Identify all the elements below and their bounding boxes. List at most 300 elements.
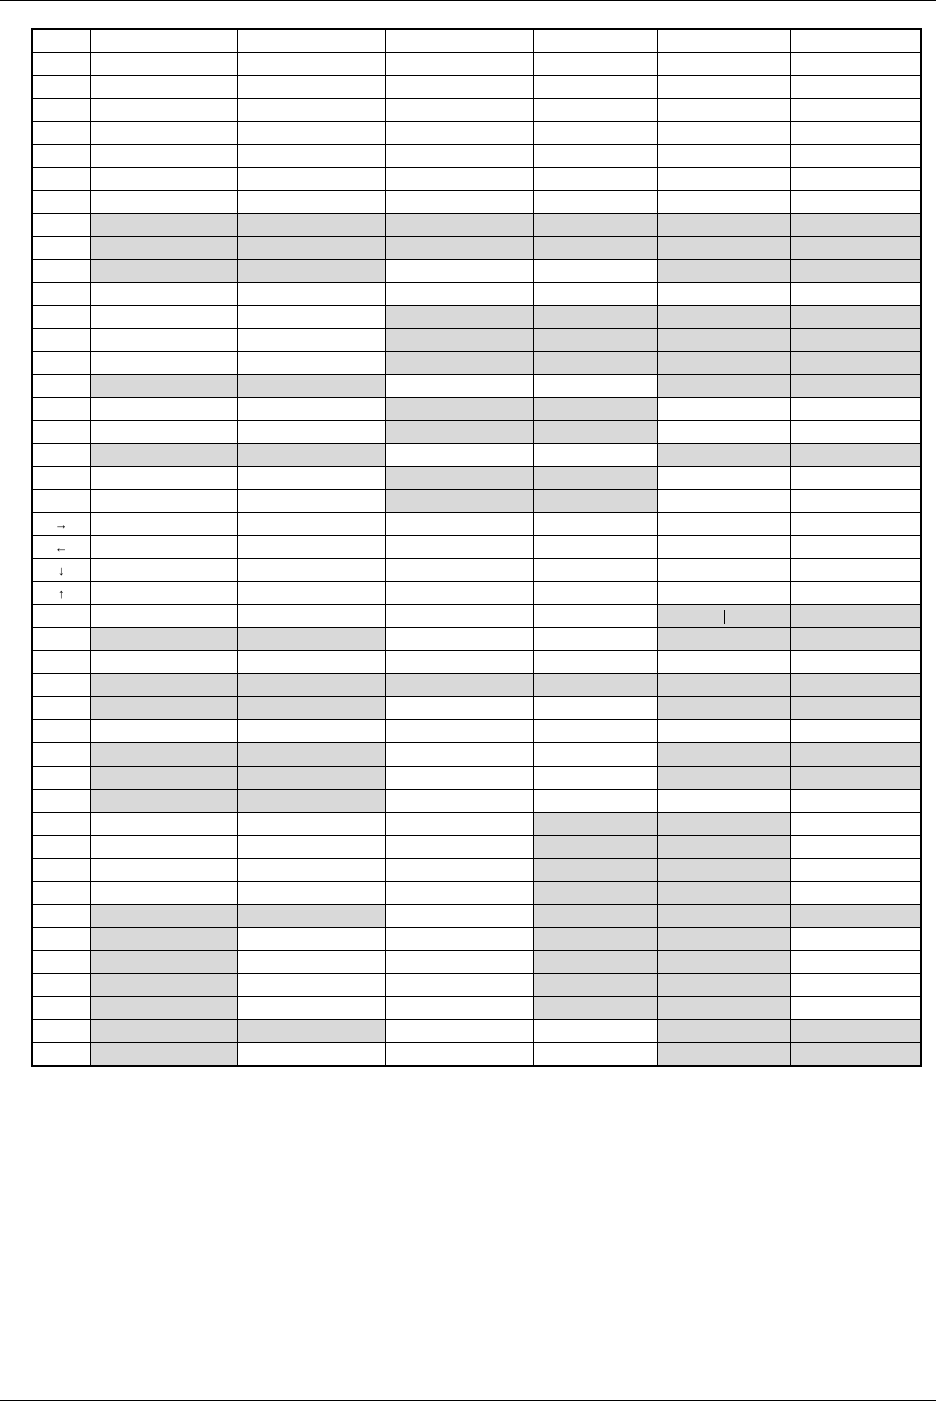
table-row xyxy=(32,168,921,191)
table-cell xyxy=(237,99,385,122)
table-cell xyxy=(237,467,385,490)
table-cell xyxy=(32,306,90,329)
table-cell xyxy=(237,283,385,306)
table-row xyxy=(32,1019,921,1042)
table-cell xyxy=(533,559,657,582)
table-row xyxy=(32,697,921,720)
table-cell xyxy=(90,398,237,421)
table-cell xyxy=(385,467,533,490)
table-cell xyxy=(790,214,921,237)
table-row xyxy=(32,237,921,260)
table-cell xyxy=(32,812,90,835)
table-row xyxy=(32,904,921,927)
table-cell xyxy=(657,99,790,122)
table-cell xyxy=(90,927,237,950)
table-cell xyxy=(790,513,921,536)
table-cell xyxy=(32,605,90,628)
table-cell xyxy=(32,283,90,306)
table-row xyxy=(32,996,921,1019)
table-cell xyxy=(533,743,657,766)
table-cell xyxy=(90,191,237,214)
table-row xyxy=(32,375,921,398)
table-cell xyxy=(533,950,657,973)
table-cell xyxy=(32,651,90,674)
table-cell xyxy=(90,766,237,789)
table-cell xyxy=(90,306,237,329)
table-cell xyxy=(385,789,533,812)
table-cell xyxy=(90,881,237,904)
table-cell xyxy=(237,329,385,352)
table-cell xyxy=(90,421,237,444)
table-cell xyxy=(90,29,237,53)
table-cell xyxy=(32,421,90,444)
table-cell xyxy=(533,973,657,996)
table-cell xyxy=(385,881,533,904)
table-cell xyxy=(385,720,533,743)
table-cell xyxy=(385,536,533,559)
table-cell xyxy=(90,237,237,260)
table-cell xyxy=(237,76,385,99)
table-cell xyxy=(790,329,921,352)
table-cell xyxy=(237,950,385,973)
table-cell xyxy=(90,214,237,237)
table-cell xyxy=(657,766,790,789)
table-cell xyxy=(533,375,657,398)
table-cell xyxy=(385,237,533,260)
table-cell xyxy=(790,881,921,904)
table-row xyxy=(32,329,921,352)
table-cell xyxy=(790,651,921,674)
table-row xyxy=(32,720,921,743)
table-cell xyxy=(790,858,921,881)
table-cell xyxy=(237,743,385,766)
table-cell xyxy=(533,444,657,467)
table-cell xyxy=(533,122,657,145)
table-cell xyxy=(237,352,385,375)
table-cell xyxy=(32,237,90,260)
table-row xyxy=(32,881,921,904)
table-cell xyxy=(90,99,237,122)
table-cell xyxy=(32,191,90,214)
table-cell xyxy=(385,29,533,53)
table-cell xyxy=(790,398,921,421)
table-cell xyxy=(90,513,237,536)
table-cell xyxy=(32,674,90,697)
table-cell xyxy=(90,973,237,996)
table-cell xyxy=(385,996,533,1019)
table-cell xyxy=(657,398,790,421)
table-cell xyxy=(237,881,385,904)
table-cell xyxy=(385,283,533,306)
table-cell xyxy=(237,260,385,283)
table-cell xyxy=(385,559,533,582)
table-cell xyxy=(533,29,657,53)
table-cell xyxy=(657,789,790,812)
table-cell xyxy=(237,582,385,605)
table-cell xyxy=(237,214,385,237)
table-cell xyxy=(790,444,921,467)
table-cell xyxy=(533,927,657,950)
table-cell xyxy=(90,352,237,375)
table-cell xyxy=(533,697,657,720)
table-cell xyxy=(385,375,533,398)
table-cell xyxy=(790,168,921,191)
table-cell xyxy=(533,858,657,881)
table-cell xyxy=(385,513,533,536)
table-cell xyxy=(533,467,657,490)
table-cell xyxy=(32,835,90,858)
table-cell xyxy=(32,260,90,283)
table-cell xyxy=(790,950,921,973)
table-cell xyxy=(533,582,657,605)
table-row xyxy=(32,605,921,628)
table-row xyxy=(32,950,921,973)
table-row xyxy=(32,444,921,467)
table-cell xyxy=(657,743,790,766)
table-cell xyxy=(32,973,90,996)
table-cell xyxy=(533,1042,657,1066)
table-cell xyxy=(657,904,790,927)
table-cell xyxy=(790,490,921,513)
table-cell xyxy=(90,559,237,582)
table-cell xyxy=(32,168,90,191)
table-cell xyxy=(533,329,657,352)
table-cell xyxy=(237,720,385,743)
table-cell xyxy=(32,398,90,421)
table-cell xyxy=(32,789,90,812)
table-cell xyxy=(90,536,237,559)
table-cell xyxy=(385,651,533,674)
table-cell xyxy=(237,1019,385,1042)
table-cell xyxy=(90,76,237,99)
table-cell xyxy=(790,789,921,812)
table-cell xyxy=(533,513,657,536)
table-cell xyxy=(533,881,657,904)
table-cell xyxy=(533,260,657,283)
table-cell xyxy=(790,766,921,789)
table-cell xyxy=(385,191,533,214)
table-cell xyxy=(32,375,90,398)
table-cell xyxy=(533,191,657,214)
table-row xyxy=(32,651,921,674)
table-cell xyxy=(790,628,921,651)
table-cell xyxy=(790,421,921,444)
table-cell xyxy=(790,835,921,858)
table-row xyxy=(32,628,921,651)
table-cell xyxy=(237,191,385,214)
table-cell xyxy=(32,76,90,99)
table-cell xyxy=(32,766,90,789)
table-row xyxy=(32,29,921,53)
table-cell xyxy=(90,122,237,145)
table-cell xyxy=(90,1019,237,1042)
table-cell xyxy=(657,927,790,950)
table-cell xyxy=(657,283,790,306)
table-cell xyxy=(385,260,533,283)
table-cell xyxy=(790,697,921,720)
table-cell xyxy=(533,237,657,260)
table-cell xyxy=(385,76,533,99)
table-cell xyxy=(237,1042,385,1066)
table-cell xyxy=(657,352,790,375)
table-cell xyxy=(237,559,385,582)
table-cell xyxy=(657,53,790,76)
table-cell xyxy=(32,352,90,375)
table-cell xyxy=(32,145,90,168)
table-cell xyxy=(657,375,790,398)
table-cell xyxy=(533,651,657,674)
table-row xyxy=(32,674,921,697)
table-cell xyxy=(533,76,657,99)
table-cell xyxy=(657,628,790,651)
table-cell xyxy=(790,927,921,950)
table-row xyxy=(32,743,921,766)
table-cell xyxy=(533,904,657,927)
table-row xyxy=(32,145,921,168)
table-cell xyxy=(385,927,533,950)
table-cell xyxy=(533,168,657,191)
text-cursor-icon xyxy=(724,610,725,624)
table-cell xyxy=(90,375,237,398)
table-cell xyxy=(90,720,237,743)
table-cell xyxy=(533,812,657,835)
table-cell xyxy=(385,812,533,835)
table-cell xyxy=(657,421,790,444)
table-cell xyxy=(90,651,237,674)
table-cell xyxy=(90,145,237,168)
table-cell xyxy=(385,858,533,881)
table-cell xyxy=(657,214,790,237)
table-row xyxy=(32,1042,921,1066)
table-cell xyxy=(790,605,921,628)
table-cell xyxy=(90,812,237,835)
table-cell xyxy=(90,605,237,628)
table-cell xyxy=(385,697,533,720)
table-cell xyxy=(385,306,533,329)
table-cell xyxy=(657,1019,790,1042)
table-cell xyxy=(90,789,237,812)
table-cell xyxy=(237,927,385,950)
table-cell xyxy=(32,858,90,881)
table-row xyxy=(32,467,921,490)
table-row xyxy=(32,766,921,789)
table-cell xyxy=(533,306,657,329)
table-cell xyxy=(657,858,790,881)
table-row xyxy=(32,306,921,329)
table-row xyxy=(32,927,921,950)
table-cell xyxy=(790,904,921,927)
table-cell xyxy=(533,605,657,628)
table-cell xyxy=(790,559,921,582)
table-cell xyxy=(657,490,790,513)
table-cell xyxy=(533,996,657,1019)
table-cell xyxy=(237,53,385,76)
table-cell xyxy=(790,260,921,283)
table-cell xyxy=(385,1042,533,1066)
table-cell xyxy=(533,283,657,306)
table-cell xyxy=(237,375,385,398)
table-cell xyxy=(790,812,921,835)
table-cell xyxy=(790,352,921,375)
table-cell xyxy=(90,53,237,76)
table-cell xyxy=(385,421,533,444)
table-cell xyxy=(32,904,90,927)
table-cell xyxy=(533,421,657,444)
table-cell xyxy=(237,513,385,536)
table-cell xyxy=(790,306,921,329)
table-cell xyxy=(790,375,921,398)
footer-rule xyxy=(0,1400,936,1401)
table-cell xyxy=(32,720,90,743)
table-cell xyxy=(32,329,90,352)
table-cell xyxy=(790,283,921,306)
table-cell xyxy=(657,950,790,973)
table-cell xyxy=(657,306,790,329)
table-cell xyxy=(90,329,237,352)
table-cell xyxy=(657,996,790,1019)
table-cell xyxy=(32,1042,90,1066)
table-cell xyxy=(385,1019,533,1042)
table-row xyxy=(32,559,921,582)
table-cell xyxy=(90,1042,237,1066)
table-cell xyxy=(657,835,790,858)
table-cell xyxy=(385,352,533,375)
table-row xyxy=(32,513,921,536)
table-cell xyxy=(237,536,385,559)
arrow-down-icon: ↓ xyxy=(58,562,65,578)
table-cell xyxy=(385,743,533,766)
data-table xyxy=(31,28,922,1067)
table-cell xyxy=(237,835,385,858)
arrow-left-icon: ← xyxy=(54,539,68,555)
table-cell xyxy=(385,99,533,122)
table-cell xyxy=(790,674,921,697)
table-cell xyxy=(237,398,385,421)
table-row xyxy=(32,812,921,835)
table-cell xyxy=(90,996,237,1019)
table-row xyxy=(32,973,921,996)
table-cell xyxy=(237,421,385,444)
table-cell xyxy=(237,628,385,651)
table-cell xyxy=(533,789,657,812)
table-row xyxy=(32,260,921,283)
table-cell xyxy=(32,697,90,720)
arrow-right-icon: → xyxy=(54,516,68,532)
table-cell xyxy=(657,881,790,904)
table-cell xyxy=(90,444,237,467)
table-cell xyxy=(385,950,533,973)
table-cell xyxy=(657,582,790,605)
table-cell xyxy=(790,29,921,53)
table-cell xyxy=(385,766,533,789)
table-cell xyxy=(657,559,790,582)
table-cell xyxy=(32,536,90,559)
table-cell xyxy=(32,927,90,950)
table-cell xyxy=(237,444,385,467)
table-cell xyxy=(90,467,237,490)
table-cell xyxy=(790,467,921,490)
table-cell xyxy=(90,582,237,605)
table-cell xyxy=(657,168,790,191)
table-cell xyxy=(385,122,533,145)
table-cell xyxy=(533,1019,657,1042)
table-cell xyxy=(32,444,90,467)
table-row xyxy=(32,398,921,421)
table-cell xyxy=(790,237,921,260)
table-row xyxy=(32,858,921,881)
table-cell xyxy=(32,99,90,122)
table-cell xyxy=(90,950,237,973)
table-cell xyxy=(237,605,385,628)
table-cell xyxy=(657,697,790,720)
table-cell xyxy=(237,237,385,260)
table-cell xyxy=(533,536,657,559)
table-cell xyxy=(90,858,237,881)
table-cell xyxy=(657,536,790,559)
table-cell xyxy=(657,812,790,835)
table-row xyxy=(32,53,921,76)
table-cell xyxy=(385,398,533,421)
table-row xyxy=(32,122,921,145)
table-cell xyxy=(90,835,237,858)
table-cell xyxy=(32,467,90,490)
table-cell xyxy=(790,1019,921,1042)
table-cell xyxy=(385,835,533,858)
table-cell xyxy=(790,145,921,168)
table-cell xyxy=(790,53,921,76)
header-rule xyxy=(0,0,936,1)
table-cell xyxy=(657,76,790,99)
table-cell xyxy=(385,674,533,697)
table-cell xyxy=(657,651,790,674)
table-cell xyxy=(657,145,790,168)
table-row xyxy=(32,76,921,99)
table-cell xyxy=(90,490,237,513)
table-cell xyxy=(237,858,385,881)
table-row xyxy=(32,835,921,858)
table-cell xyxy=(657,260,790,283)
table-cell xyxy=(533,145,657,168)
table-cell xyxy=(385,444,533,467)
table-cell xyxy=(32,582,90,605)
table-cell xyxy=(657,1042,790,1066)
table-cell xyxy=(533,674,657,697)
table-cell xyxy=(385,628,533,651)
table-row xyxy=(32,421,921,444)
table-cell xyxy=(790,973,921,996)
table-cell xyxy=(657,513,790,536)
table-cell xyxy=(237,674,385,697)
table-cell xyxy=(237,490,385,513)
table-cell xyxy=(790,1042,921,1066)
table-cell xyxy=(32,881,90,904)
table-body xyxy=(32,29,921,1066)
table-cell xyxy=(90,743,237,766)
table-cell xyxy=(32,559,90,582)
table-cell xyxy=(32,743,90,766)
table-cell xyxy=(790,99,921,122)
table-cell xyxy=(533,766,657,789)
table-cell xyxy=(385,973,533,996)
table-row xyxy=(32,582,921,605)
table-cell xyxy=(533,214,657,237)
table-cell xyxy=(657,237,790,260)
table-cell xyxy=(533,835,657,858)
table-cell xyxy=(790,743,921,766)
table-cell xyxy=(90,904,237,927)
table-cell xyxy=(657,444,790,467)
table-cell xyxy=(657,29,790,53)
